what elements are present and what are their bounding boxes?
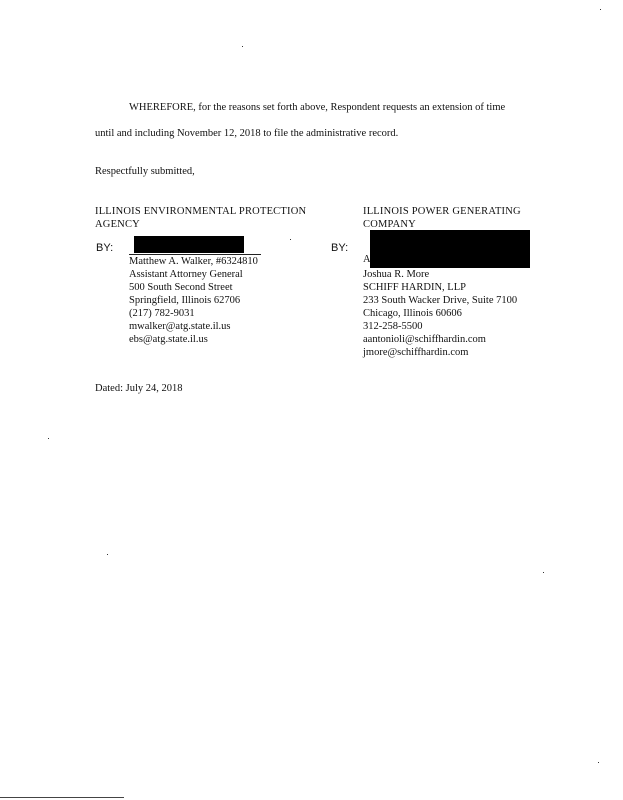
right-party-name-line-2: COMPANY — [363, 219, 416, 230]
dated-line: Dated: July 24, 2018 — [95, 383, 183, 394]
right-email-1: aantonioli@schiffhardin.com — [363, 334, 486, 345]
left-street-address: 500 South Second Street — [129, 282, 233, 293]
scan-speck — [543, 572, 544, 573]
left-attorney-name: Matthew A. Walker, #6324810 — [129, 256, 258, 267]
right-signature-block — [363, 268, 517, 359]
left-email-2: ebs@atg.state.il.us — [129, 334, 208, 345]
left-by-label: BY: — [96, 242, 114, 254]
left-phone: (217) 782-9031 — [129, 308, 195, 319]
body-paragraph-line-2: until and including November 12, 2018 to file the administrative record. — [95, 128, 399, 139]
right-city-state: Chicago, Illinois 60606 — [363, 308, 462, 319]
left-city-state: Springfield, Illinois 62706 — [129, 295, 241, 306]
closing-text: Respectfully submitted, — [95, 166, 195, 177]
left-party-name-line-2: AGENCY — [95, 219, 140, 230]
left-signature-redaction — [134, 236, 244, 253]
right-email-2: jmore@schiffhardin.com — [363, 347, 469, 358]
scan-speck — [600, 9, 601, 10]
scan-speck — [290, 239, 291, 240]
left-attorney-title: Assistant Attorney General — [129, 269, 243, 280]
left-email-1: mwalker@atg.state.il.us — [129, 321, 231, 332]
left-party-name-line-1: ILLINOIS ENVIRONMENTAL PROTECTION — [95, 206, 307, 217]
right-street-address: 233 South Wacker Drive, Suite 7100 — [363, 295, 518, 306]
scan-speck — [242, 46, 243, 47]
right-attorney-name: Joshua R. More — [363, 269, 430, 280]
scan-speck — [107, 554, 108, 555]
body-paragraph-line-1: WHEREFORE, for the reasons set forth above, Respondent requests an extension of time — [129, 102, 506, 113]
right-law-firm: SCHIFF HARDIN, LLP — [363, 282, 466, 293]
scan-speck — [598, 762, 599, 763]
right-by-label: BY: — [331, 242, 349, 254]
left-signature-block — [129, 255, 258, 346]
right-signature-initial: A — [363, 254, 371, 265]
right-party-name-line-1: ILLINOIS POWER GENERATING — [363, 206, 521, 217]
right-phone: 312-258-5500 — [363, 321, 423, 332]
scan-speck — [48, 438, 49, 439]
right-signature-redaction — [370, 230, 530, 268]
page-bottom-rule — [0, 797, 124, 798]
